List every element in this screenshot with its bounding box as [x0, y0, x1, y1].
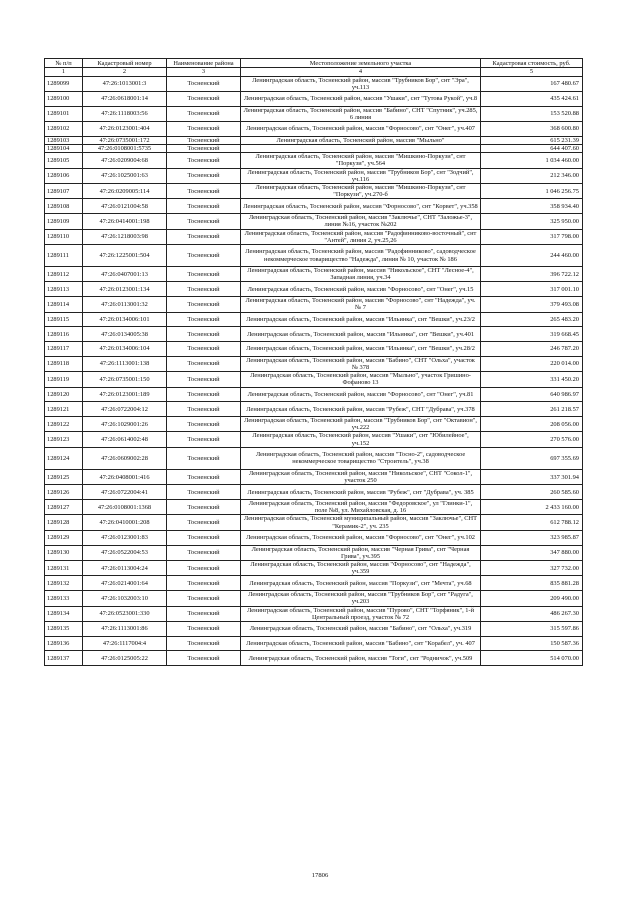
location-cell: Ленинградская область, Тосненский район, массив "Трубников Бор", снт "Зодчий", уч.116	[241, 168, 481, 183]
location-cell: Ленинградская область, Тосненский район, массив "Ушаки", снт "Юбилейное", уч.152	[241, 432, 481, 447]
district-cell: Тосненский	[167, 500, 241, 515]
row-number-cell: 1289122	[45, 417, 83, 432]
cadastral-number-cell: 47:26:0523001:330	[83, 606, 167, 621]
cadastral-number-cell: 47:26:0407001:13	[83, 267, 167, 282]
cadastral-value-cell: 246 787.20	[481, 342, 583, 357]
table-row	[45, 432, 583, 447]
row-number-cell: 1289109	[45, 214, 83, 229]
location-cell: Ленинградская область, Тосненский район, массив "Тоги", снт "Родничок", уч.509	[241, 651, 481, 666]
row-number-cell: 1289119	[45, 372, 83, 387]
cadastral-value-cell: 347 880.00	[481, 545, 583, 560]
location-cell: Ленинградская область, Тосненский район, массив "Трубников Бор", снт "Радуга", уч.203	[241, 591, 481, 606]
row-number-cell: 1289129	[45, 530, 83, 545]
row-number-cell: 1289133	[45, 591, 83, 606]
row-number-cell: 1289131	[45, 560, 83, 575]
district-cell: Тосненский	[167, 591, 241, 606]
location-cell: Ленинградская область, Тосненский район, массив "Заключье", СНТ "Заложье-3", линия №16, участок №202	[241, 214, 481, 229]
table-row	[45, 282, 583, 297]
location-cell: Ленинградская область, Тосненский район, массив "Ушаки", снт "Тутова Рукой", уч.8	[241, 92, 481, 107]
location-cell: Ленинградская область, Тосненский муниципальный район, массив "Заключье", СНТ "Керамик-2", уч. 235	[241, 515, 481, 530]
district-cell: Тосненский	[167, 485, 241, 500]
location-cell: Ленинградская область, Тосненский район, массив "Форносово", снт "Онег", уч.15	[241, 282, 481, 297]
cadastral-number-cell: 47:26:0108001:5735	[83, 145, 167, 153]
district-cell: Тосненский	[167, 136, 241, 144]
row-number-cell: 1289105	[45, 153, 83, 168]
district-cell: Тосненский	[167, 356, 241, 371]
cadastral-number-cell: 47:26:0123001:134	[83, 282, 167, 297]
cadastral-value-cell: 327 732.00	[481, 560, 583, 575]
row-number-cell: 1289134	[45, 606, 83, 621]
cadastral-number-cell: 47:26:0722004:12	[83, 402, 167, 417]
cadastral-value-cell: 1 046 256.75	[481, 184, 583, 199]
header-district: Наименование района	[167, 59, 241, 68]
district-cell: Тосненский	[167, 106, 241, 121]
table-row	[45, 297, 583, 312]
location-cell: Ленинградская область, Тосненский район, массив "Никольское", СНТ "Лесное-4", Западная линия, уч.34	[241, 267, 481, 282]
table-row	[45, 312, 583, 327]
table-row	[45, 485, 583, 500]
cadastral-value-cell: 337 301.94	[481, 469, 583, 484]
row-number-cell: 1289111	[45, 245, 83, 267]
location-cell: Ленинградская область, Тосненский район, массив "Бабино", СНТ "Спутник", уч.285, 6 линия	[241, 106, 481, 121]
table-row	[45, 651, 583, 666]
cadastral-number-cell: 47:26:0125005:22	[83, 651, 167, 666]
table-row	[45, 447, 583, 469]
cadastral-value-cell: 317 798.00	[481, 229, 583, 244]
cadastral-number-cell: 47:26:1029001:26	[83, 417, 167, 432]
location-cell: Ленинградская область, Тосненский район, массив "Ильинка", снт "Вешки", уч.28/2	[241, 342, 481, 357]
district-cell: Тосненский	[167, 267, 241, 282]
district-cell: Тосненский	[167, 432, 241, 447]
header-location: Местоположение земельного участка	[241, 59, 481, 68]
location-cell: Ленинградская область, Тосненский район, массив "Бабино", снт "Ольха", уч.319	[241, 621, 481, 636]
cadastral-number-cell: 47:26:0113001:32	[83, 297, 167, 312]
table-row	[45, 267, 583, 282]
location-cell: Ленинградская область, Тосненский район, массив "Никольское", СНТ "Сокол-1", участок 250	[241, 469, 481, 484]
district-cell: Тосненский	[167, 297, 241, 312]
document-page	[44, 58, 582, 666]
table-row	[45, 387, 583, 402]
cadastral-value-cell: 167 480.67	[481, 76, 583, 91]
cadastral-value-cell: 396 722.12	[481, 267, 583, 282]
table-row	[45, 327, 583, 342]
page-number: 17806	[311, 872, 329, 879]
row-number-cell: 1289101	[45, 106, 83, 121]
cadastral-number-cell: 47:26:1117004:4	[83, 636, 167, 651]
location-cell: Ленинградская область, Тосненский район, массив "Бабино", снт "Корабел", уч. 407	[241, 636, 481, 651]
cadastral-number-cell: 47:26:0735001:172	[83, 136, 167, 144]
table-row	[45, 402, 583, 417]
table-row	[45, 106, 583, 121]
cadastral-value-cell: 331 450.20	[481, 372, 583, 387]
district-cell: Тосненский	[167, 199, 241, 214]
row-number-cell: 1289110	[45, 229, 83, 244]
row-number-cell: 1289103	[45, 136, 83, 144]
district-cell: Тосненский	[167, 651, 241, 666]
location-cell: Ленинградская область, Тосненский район, массив "Федоровское", ул "Глинки-1", поле №8, ул. Михайловская, д. 16	[241, 500, 481, 515]
cadastral-value-cell: 244 460.00	[481, 245, 583, 267]
table-row	[45, 500, 583, 515]
cadastral-value-cell: 514 070.00	[481, 651, 583, 666]
row-number-cell: 1289116	[45, 327, 83, 342]
district-cell: Тосненский	[167, 76, 241, 91]
cadastral-value-cell: 212 346.00	[481, 168, 583, 183]
district-cell: Тосненский	[167, 184, 241, 199]
table-row	[45, 560, 583, 575]
cadastral-value-cell: 153 520.88	[481, 106, 583, 121]
table-row	[45, 372, 583, 387]
table-row	[45, 168, 583, 183]
row-number-cell: 1289099	[45, 76, 83, 91]
cadastral-value-cell: 358 934.40	[481, 199, 583, 214]
table-row	[45, 122, 583, 137]
location-cell: Ленинградская область, Тосненский район, массив "Форносово", снт "Онег", уч.102	[241, 530, 481, 545]
district-cell: Тосненский	[167, 576, 241, 591]
row-number-cell: 1289118	[45, 356, 83, 371]
column-number: 5	[481, 68, 583, 76]
district-cell: Тосненский	[167, 245, 241, 267]
cadastral-number-cell: 47:26:0108001:1368	[83, 500, 167, 515]
district-cell: Тосненский	[167, 122, 241, 137]
table-row	[45, 145, 583, 153]
cadastral-value-cell: 150 587.36	[481, 636, 583, 651]
row-number-cell: 1289102	[45, 122, 83, 137]
row-number-cell: 1289112	[45, 267, 83, 282]
district-cell: Тосненский	[167, 636, 241, 651]
cadastral-number-cell: 47:26:1225001:504	[83, 245, 167, 267]
location-cell: Ленинградская область, Тосненский район, массив "Мишкино-Поркузи", снт "Поркузи", уч.564	[241, 153, 481, 168]
cadastral-value-cell: 644 407.60	[481, 145, 583, 153]
cadastral-number-cell: 47:26:0614002:48	[83, 432, 167, 447]
location-cell: Ленинградская область, Тосненский район, массив "Рубеж", снт "Дубрава", уч. 385	[241, 485, 481, 500]
district-cell: Тосненский	[167, 515, 241, 530]
table-row	[45, 530, 583, 545]
table-row	[45, 356, 583, 371]
row-number-cell: 1289104	[45, 145, 83, 153]
column-number: 2	[83, 68, 167, 76]
location-cell: Ленинградская область, Тосненский район, массив "Форносово", снт "Надежда", уч.359	[241, 560, 481, 575]
table-header-row	[45, 59, 583, 68]
district-cell: Тосненский	[167, 387, 241, 402]
cadastral-number-cell: 47:26:0134005:38	[83, 327, 167, 342]
cadastral-number-cell: 47:26:0209004:68	[83, 153, 167, 168]
row-number-cell: 1289100	[45, 92, 83, 107]
location-cell: Ленинградская область, Тосненский район, массив "Бабино", СНТ "Ольха", участок № 378	[241, 356, 481, 371]
header-cadastral-number: Кадастровый номер	[83, 59, 167, 68]
cadastral-number-cell: 47:26:0414001:198	[83, 214, 167, 229]
table-row	[45, 245, 583, 267]
cadastral-value-cell: 835 881.28	[481, 576, 583, 591]
location-cell: Ленинградская область, Тосненский район, массив "Форносово", снт "Надежда", уч. № 7	[241, 297, 481, 312]
column-number: 3	[167, 68, 241, 76]
table-row	[45, 545, 583, 560]
table-row	[45, 184, 583, 199]
cadastral-value-cell: 270 576.00	[481, 432, 583, 447]
cadastral-number-cell: 47:26:0410001:208	[83, 515, 167, 530]
table-row	[45, 214, 583, 229]
cadastral-value-cell: 612 788.12	[481, 515, 583, 530]
cadastral-value-cell: 486 267.30	[481, 606, 583, 621]
table-row	[45, 92, 583, 107]
location-cell: Ленинградская область, Тосненский район, массив "Мыльно", участок Гришино-Фофаново 13	[241, 372, 481, 387]
table-row	[45, 515, 583, 530]
row-number-cell: 1289132	[45, 576, 83, 591]
row-number-cell: 1289127	[45, 500, 83, 515]
column-number: 1	[45, 68, 83, 76]
header-cadastral-value: Кадастровая стоимость, руб.	[481, 59, 583, 68]
row-number-cell: 1289135	[45, 621, 83, 636]
column-number-row	[45, 68, 583, 76]
district-cell: Тосненский	[167, 469, 241, 484]
location-cell: Ленинградская область, Тосненский район, массив "Ильинка", снт "Вешки", уч.23/2	[241, 312, 481, 327]
district-cell: Тосненский	[167, 417, 241, 432]
cadastral-value-cell: 2 433 160.00	[481, 500, 583, 515]
cadastral-value-cell: 265 483.20	[481, 312, 583, 327]
cadastral-value-cell: 209 490.00	[481, 591, 583, 606]
district-cell: Тосненский	[167, 312, 241, 327]
cadastral-value-cell: 208 056.00	[481, 417, 583, 432]
location-cell: Ленинградская область, Тосненский район, массив "Трубников Бор", снт "Октавион", уч.222	[241, 417, 481, 432]
location-cell: Ленинградская область, Тосненский район, массив "Форносово", снт "Онег", уч.81	[241, 387, 481, 402]
header-row-number: № п/п	[45, 59, 83, 68]
location-cell: Ленинградская область, Тосненский район, массив "Ильинка", снт "Вешки", уч.401	[241, 327, 481, 342]
cadastral-number-cell: 47:26:0522004:53	[83, 545, 167, 560]
table-row	[45, 417, 583, 432]
cadastral-number-cell: 47:26:0722004:41	[83, 485, 167, 500]
district-cell: Тосненский	[167, 372, 241, 387]
row-number-cell: 1289114	[45, 297, 83, 312]
table-row	[45, 606, 583, 621]
row-number-cell: 1289126	[45, 485, 83, 500]
table-row	[45, 342, 583, 357]
cadastral-value-cell: 261 218.57	[481, 402, 583, 417]
cadastral-value-cell: 697 355.69	[481, 447, 583, 469]
location-cell	[241, 145, 481, 153]
row-number-cell: 1289107	[45, 184, 83, 199]
cadastral-number-cell: 47:26:1113001:86	[83, 621, 167, 636]
row-number-cell: 1289124	[45, 447, 83, 469]
district-cell: Тосненский	[167, 327, 241, 342]
location-cell: Ленинградская область, Тосненский район, массив "Пурово", СНТ "Торфяник", 1-й Центральный проезд, участок № 72	[241, 606, 481, 621]
location-cell: Ленинградская область, Тосненский район, массив "Рубеж", СНТ "Дубрава", уч.378	[241, 402, 481, 417]
cadastral-number-cell: 47:26:0123001:83	[83, 530, 167, 545]
district-cell: Тосненский	[167, 229, 241, 244]
district-cell: Тосненский	[167, 145, 241, 153]
cadastral-number-cell: 47:26:1118003:56	[83, 106, 167, 121]
district-cell: Тосненский	[167, 153, 241, 168]
cadastral-number-cell: 47:26:1218003:98	[83, 229, 167, 244]
cadastral-value-cell: 319 668.45	[481, 327, 583, 342]
cadastral-number-cell: 47:26:0214001:64	[83, 576, 167, 591]
district-cell: Тосненский	[167, 214, 241, 229]
cadastral-number-cell: 47:26:1025001:63	[83, 168, 167, 183]
district-cell: Тосненский	[167, 342, 241, 357]
cadastral-number-cell: 47:26:0123001:189	[83, 387, 167, 402]
district-cell: Тосненский	[167, 545, 241, 560]
row-number-cell: 1289128	[45, 515, 83, 530]
row-number-cell: 1289115	[45, 312, 83, 327]
table-row	[45, 469, 583, 484]
location-cell: Ленинградская область, Тосненский район, массив "Радофинниково-восточный", снт "Антей", линия 2, уч.25,26	[241, 229, 481, 244]
location-cell: Ленинградская область, Тосненский район, массив "Тосно-2", садоводческое некоммерческое товарищество "Строитель", уч.38	[241, 447, 481, 469]
cadastral-number-cell: 47:26:0113004:24	[83, 560, 167, 575]
location-cell: Ленинградская область, Тосненский район, массив "Радофинниково", садоводческое некоммерческое товарищество "Надежда", линия № 10, участок № 186	[241, 245, 481, 267]
cadastral-value-cell: 315 597.86	[481, 621, 583, 636]
cadastral-number-cell: 47:26:0134006:101	[83, 312, 167, 327]
cadastral-value-cell: 1 034 460.00	[481, 153, 583, 168]
location-cell: Ленинградская область, Тосненский район, массив "Форносово", снт "Корвет", уч.358	[241, 199, 481, 214]
cadastral-value-cell: 640 986.97	[481, 387, 583, 402]
cadastral-number-cell: 47:26:0735001:150	[83, 372, 167, 387]
row-number-cell: 1289113	[45, 282, 83, 297]
district-cell: Тосненский	[167, 560, 241, 575]
cadastral-value-cell: 317 001.10	[481, 282, 583, 297]
row-number-cell: 1289136	[45, 636, 83, 651]
table-row	[45, 229, 583, 244]
cadastral-value-cell: 368 600.80	[481, 122, 583, 137]
cadastral-number-cell: 47:26:0134006:104	[83, 342, 167, 357]
cadastral-value-cell: 220 014.00	[481, 356, 583, 371]
location-cell: Ленинградская область, Тосненский район, массив "Трубников Бор", снт "Эра", уч.113	[241, 76, 481, 91]
row-number-cell: 1289130	[45, 545, 83, 560]
row-number-cell: 1289106	[45, 168, 83, 183]
location-cell: Ленинградская область, Тосненский район, массив "Черная Грива", снт "Черная Грива", уч.395	[241, 545, 481, 560]
cadastral-number-cell: 47:26:1032003:10	[83, 591, 167, 606]
cadastral-number-cell: 47:26:0123001:404	[83, 122, 167, 137]
district-cell: Тосненский	[167, 621, 241, 636]
cadastral-number-cell: 47:26:1013001:3	[83, 76, 167, 91]
table-row	[45, 136, 583, 144]
cadastral-value-cell: 435 424.61	[481, 92, 583, 107]
district-cell: Тосненский	[167, 447, 241, 469]
table-row	[45, 621, 583, 636]
cadastral-number-cell: 47:26:0609002:28	[83, 447, 167, 469]
cadastral-number-cell: 47:26:0408001:416	[83, 469, 167, 484]
row-number-cell: 1289123	[45, 432, 83, 447]
location-cell: Ленинградская область, Тосненский район, массив "Мишкино-Поркузи", снт "Поркузи", уч.270-б	[241, 184, 481, 199]
table-row	[45, 76, 583, 91]
cadastral-value-cell: 379 493.08	[481, 297, 583, 312]
district-cell: Тосненский	[167, 282, 241, 297]
row-number-cell: 1289108	[45, 199, 83, 214]
table-row	[45, 199, 583, 214]
district-cell: Тосненский	[167, 606, 241, 621]
district-cell: Тосненский	[167, 530, 241, 545]
table-row	[45, 636, 583, 651]
location-cell: Ленинградская область, Тосненский район, массив "Поркузи", снт "Мечта", уч.68	[241, 576, 481, 591]
table-body	[45, 76, 583, 665]
table-row	[45, 591, 583, 606]
district-cell: Тосненский	[167, 168, 241, 183]
row-number-cell: 1289125	[45, 469, 83, 484]
cadastral-value-cell: 325 950.00	[481, 214, 583, 229]
row-number-cell: 1289117	[45, 342, 83, 357]
district-cell: Тосненский	[167, 402, 241, 417]
row-number-cell: 1289121	[45, 402, 83, 417]
cadastral-value-cell: 260 585.60	[481, 485, 583, 500]
cadastral-number-cell: 47:26:0618001:14	[83, 92, 167, 107]
cadastral-value-table	[44, 58, 583, 666]
row-number-cell: 1289137	[45, 651, 83, 666]
location-cell: Ленинградская область, Тосненский район, массив "Мыльно"	[241, 136, 481, 144]
cadastral-number-cell: 47:26:0209005:114	[83, 184, 167, 199]
table-row	[45, 576, 583, 591]
cadastral-value-cell: 615 231.39	[481, 136, 583, 144]
row-number-cell: 1289120	[45, 387, 83, 402]
cadastral-number-cell: 47:26:0121004:58	[83, 199, 167, 214]
table-row	[45, 153, 583, 168]
location-cell: Ленинградская область, Тосненский район, массив "Форносово", снт "Онег", уч.407	[241, 122, 481, 137]
district-cell: Тосненский	[167, 92, 241, 107]
cadastral-value-cell: 323 985.87	[481, 530, 583, 545]
cadastral-number-cell: 47:26:1113001:138	[83, 356, 167, 371]
column-number: 4	[241, 68, 481, 76]
